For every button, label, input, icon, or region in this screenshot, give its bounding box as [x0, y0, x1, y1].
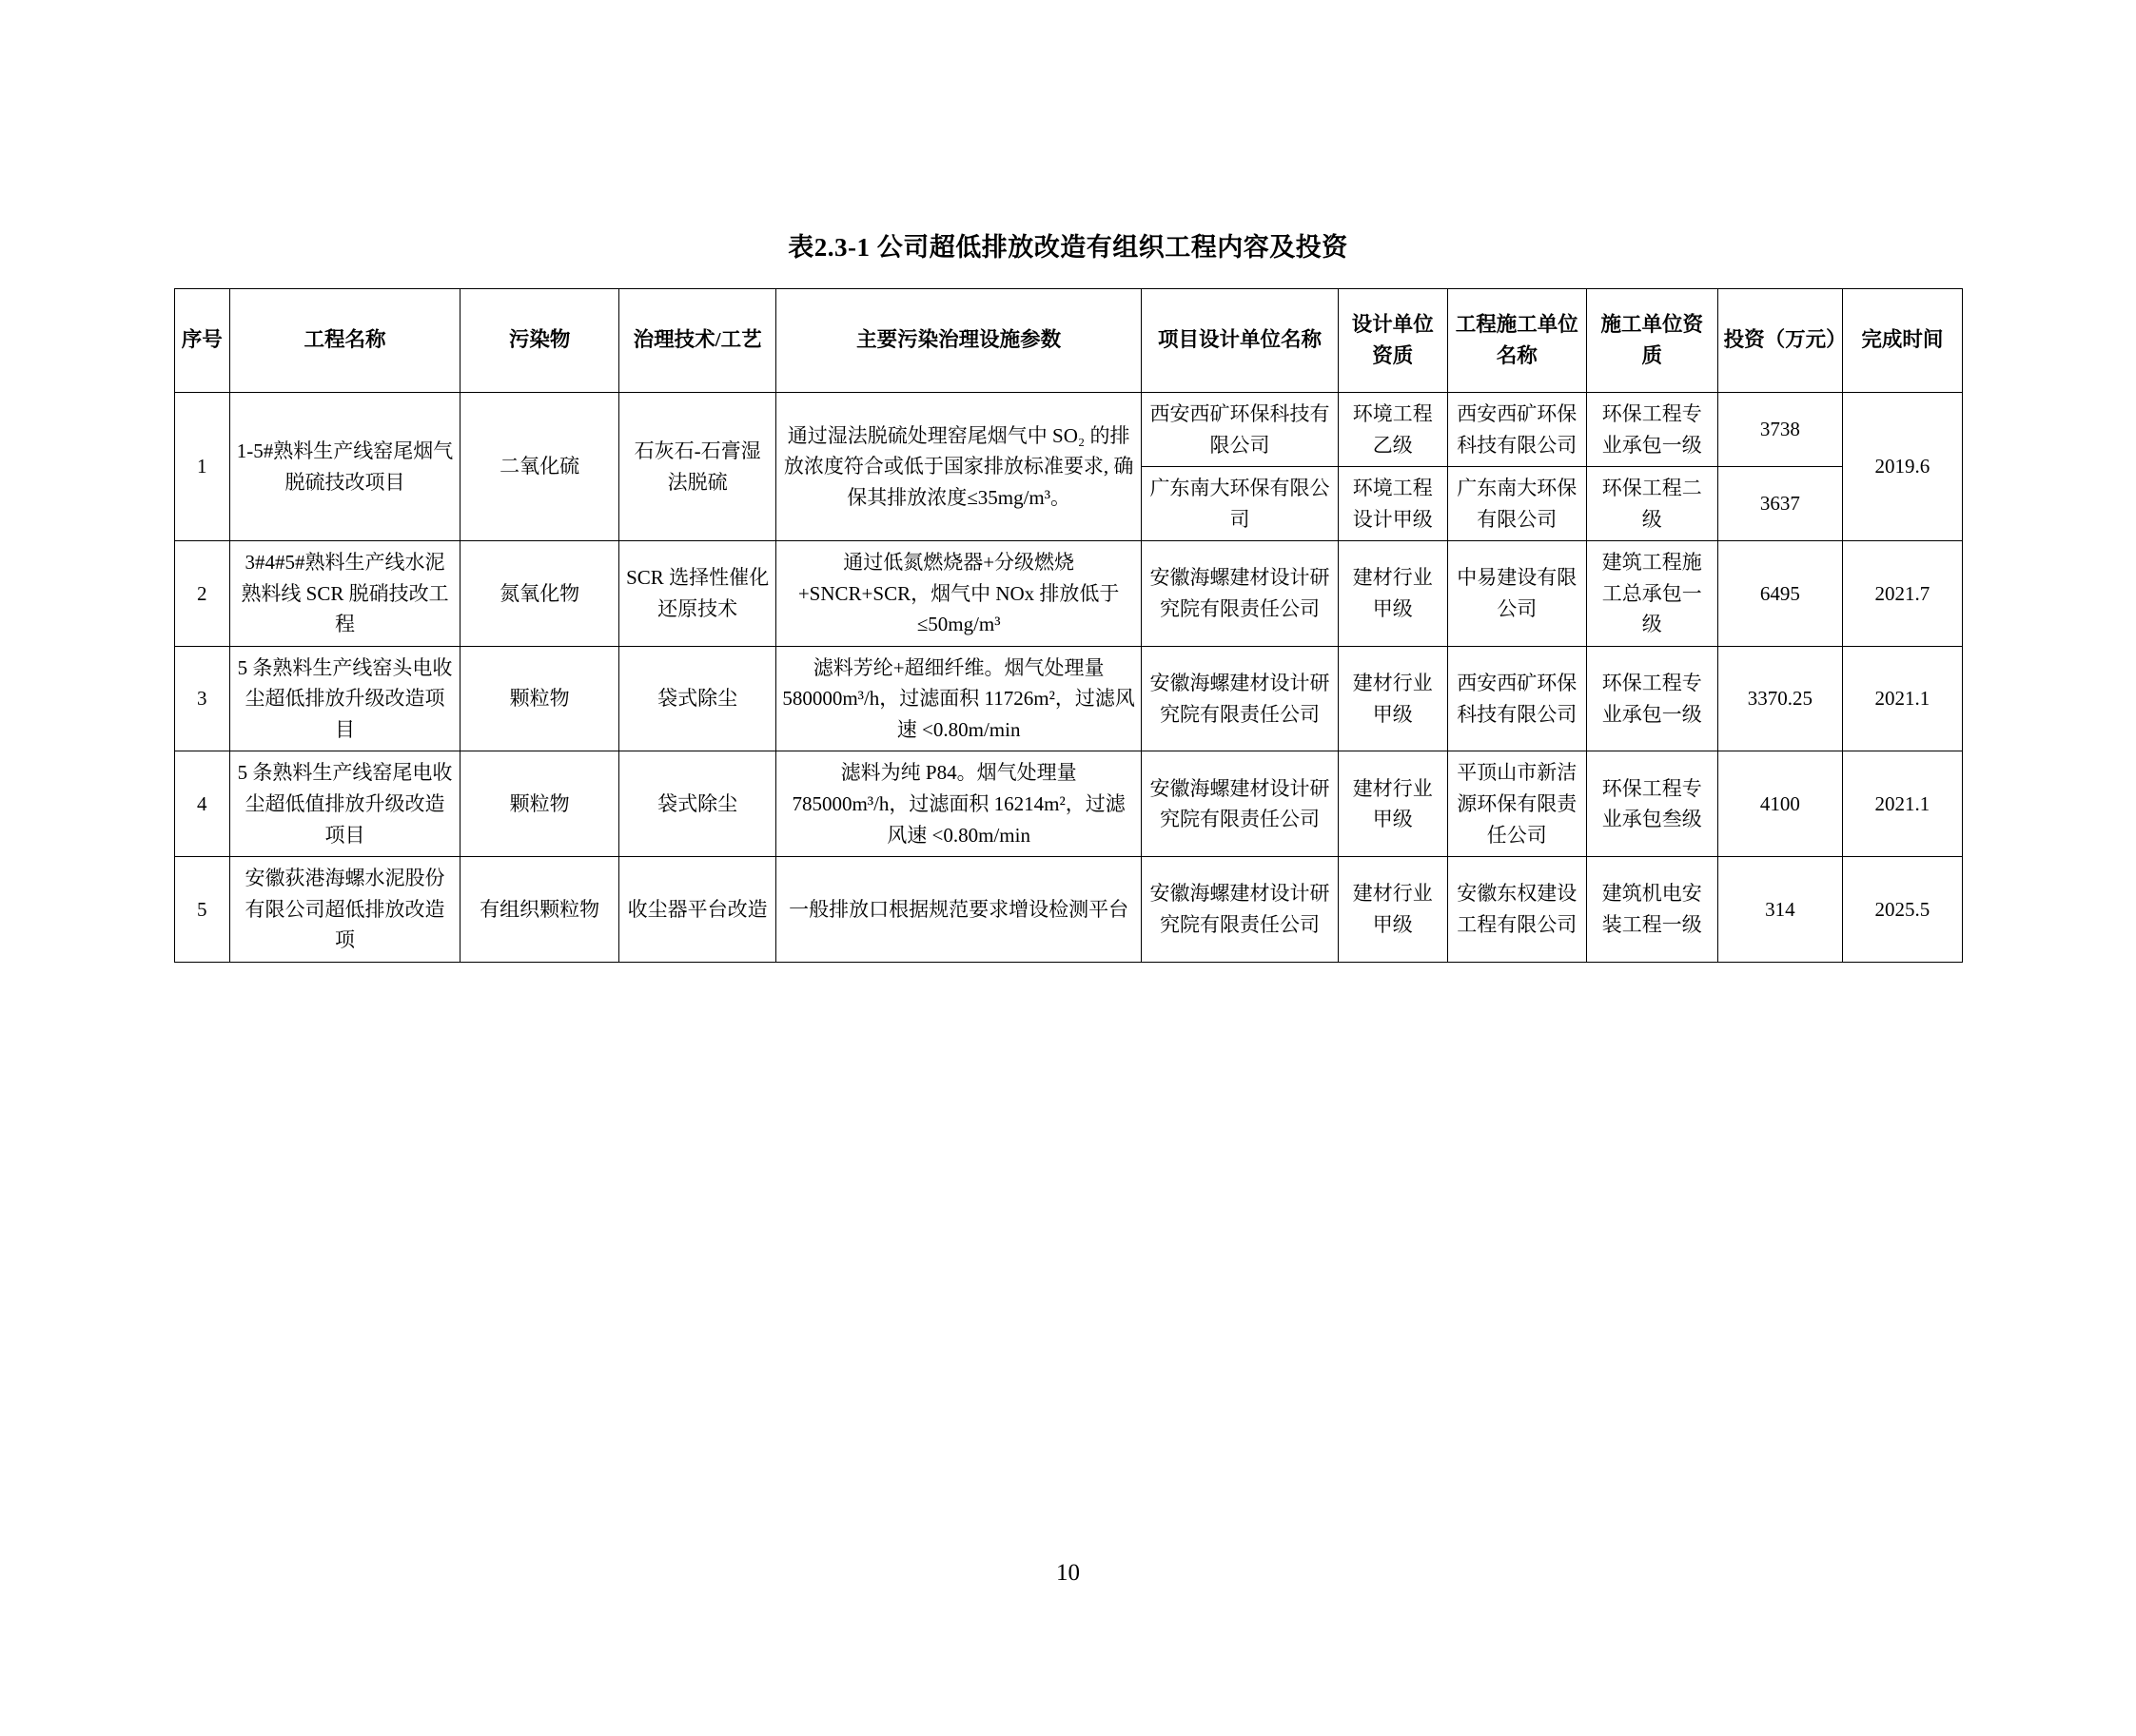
table-container [174, 288, 1963, 963]
cell-technology: 袋式除尘 [619, 646, 776, 751]
col-header-project-name: 工程名称 [229, 289, 460, 393]
cell-design-unit: 安徽海螺建材设计研究院有限责任公司 [1142, 646, 1339, 751]
cell-investment: 4100 [1717, 751, 1843, 857]
table-row [174, 646, 1962, 751]
table-row [174, 857, 1962, 963]
col-header-design-unit: 项目设计单位名称 [1142, 289, 1339, 393]
cell-parameters: 滤料为纯 P84。烟气处理量 785000m³/h，过滤面积 16214m²，过滤风速 <0.80m/min [776, 751, 1142, 857]
col-header-construction-qualification: 施工单位资质 [1586, 289, 1717, 393]
cell-technology: SCR 选择性催化还原技术 [619, 541, 776, 647]
cell-design-qualification: 环境工程乙级 [1338, 393, 1447, 467]
cell-project-name: 1-5#熟料生产线窑尾烟气脱硫技改项目 [229, 393, 460, 541]
col-header-pollutant: 污染物 [461, 289, 619, 393]
col-header-technology: 治理技术/工艺 [619, 289, 776, 393]
cell-construction-unit: 西安西矿环保科技有限公司 [1447, 393, 1586, 467]
cell-no: 3 [174, 646, 229, 751]
cell-construction-qualification: 环保工程专业承包叁级 [1586, 751, 1717, 857]
cell-parameters: 滤料芳纶+超细纤维。烟气处理量 580000m³/h，过滤面积 11726m²，过滤风速 <0.80m/min [776, 646, 1142, 751]
col-header-no: 序号 [174, 289, 229, 393]
cell-construction-qualification: 建筑机电安装工程一级 [1586, 857, 1717, 963]
cell-design-qualification: 建材行业甲级 [1338, 646, 1447, 751]
cell-construction-qualification: 建筑工程施工总承包一级 [1586, 541, 1717, 647]
cell-pollutant: 颗粒物 [461, 751, 619, 857]
cell-completion-time: 2019.6 [1843, 393, 1962, 541]
cell-pollutant: 氮氧化物 [461, 541, 619, 647]
cell-investment: 3370.25 [1717, 646, 1843, 751]
table-row [174, 393, 1962, 467]
cell-design-unit: 安徽海螺建材设计研究院有限责任公司 [1142, 541, 1339, 647]
cell-completion-time: 2025.5 [1843, 857, 1962, 963]
cell-pollutant: 颗粒物 [461, 646, 619, 751]
cell-completion-time: 2021.1 [1843, 646, 1962, 751]
cell-construction-unit: 广东南大环保有限公司 [1447, 467, 1586, 541]
cell-construction-qualification: 环保工程专业承包一级 [1586, 393, 1717, 467]
page-number: 10 [1056, 1560, 1080, 1586]
cell-investment: 3738 [1717, 393, 1843, 467]
emission-retrofit-table [174, 288, 1963, 963]
cell-technology: 石灰石-石膏湿法脱硫 [619, 393, 776, 541]
cell-parameters: 一般排放口根据规范要求增设检测平台 [776, 857, 1142, 963]
col-header-construction-unit: 工程施工单位名称 [1447, 289, 1586, 393]
col-header-investment: 投资（万元） [1717, 289, 1843, 393]
cell-design-qualification: 建材行业甲级 [1338, 857, 1447, 963]
cell-design-qualification: 建材行业甲级 [1338, 751, 1447, 857]
cell-design-qualification: 环境工程设计甲级 [1338, 467, 1447, 541]
cell-investment: 314 [1717, 857, 1843, 963]
cell-investment: 3637 [1717, 467, 1843, 541]
table-caption: 表2.3-1 公司超低排放改造有组织工程内容及投资 [788, 233, 1348, 262]
cell-construction-unit: 安徽东权建设工程有限公司 [1447, 857, 1586, 963]
cell-project-name: 安徽荻港海螺水泥股份有限公司超低排放改造项 [229, 857, 460, 963]
cell-technology: 袋式除尘 [619, 751, 776, 857]
cell-project-name: 5 条熟料生产线窑头电收尘超低排放升级改造项目 [229, 646, 460, 751]
cell-project-name: 3#4#5#熟料生产线水泥熟料线 SCR 脱硝技改工程 [229, 541, 460, 647]
cell-design-unit: 安徽海螺建材设计研究院有限责任公司 [1142, 857, 1339, 963]
cell-design-unit: 安徽海螺建材设计研究院有限责任公司 [1142, 751, 1339, 857]
cell-construction-unit: 中易建设有限公司 [1447, 541, 1586, 647]
cell-design-unit: 广东南大环保有限公司 [1142, 467, 1339, 541]
cell-project-name: 5 条熟料生产线窑尾电收尘超低值排放升级改造项目 [229, 751, 460, 857]
table-row [174, 751, 1962, 857]
col-header-completion-time: 完成时间 [1843, 289, 1962, 393]
table-row [174, 541, 1962, 647]
cell-construction-unit: 西安西矿环保科技有限公司 [1447, 646, 1586, 751]
cell-no: 5 [174, 857, 229, 963]
cell-no: 4 [174, 751, 229, 857]
cell-pollutant: 有组织颗粒物 [461, 857, 619, 963]
cell-construction-unit: 平顶山市新洁源环保有限责任公司 [1447, 751, 1586, 857]
cell-construction-qualification: 环保工程二级 [1586, 467, 1717, 541]
cell-no: 2 [174, 541, 229, 647]
cell-technology: 收尘器平台改造 [619, 857, 776, 963]
cell-parameters: 通过低氮燃烧器+分级燃烧+SNCR+SCR，烟气中 NOx 排放低于≤50mg/m³ [776, 541, 1142, 647]
cell-design-unit: 西安西矿环保科技有限公司 [1142, 393, 1339, 467]
cell-design-qualification: 建材行业甲级 [1338, 541, 1447, 647]
col-header-parameters: 主要污染治理设施参数 [776, 289, 1142, 393]
cell-completion-time: 2021.7 [1843, 541, 1962, 647]
cell-parameters: 通过湿法脱硫处理窑尾烟气中 SO₂ 的排放浓度符合或低于国家排放标准要求, 确保其排放浓度≤35mg/m³。 [776, 393, 1142, 541]
table-header-row [174, 289, 1962, 393]
col-header-design-qualification: 设计单位资质 [1338, 289, 1447, 393]
cell-completion-time: 2021.1 [1843, 751, 1962, 857]
cell-pollutant: 二氧化硫 [461, 393, 619, 541]
cell-investment: 6495 [1717, 541, 1843, 647]
cell-construction-qualification: 环保工程专业承包一级 [1586, 646, 1717, 751]
cell-no: 1 [174, 393, 229, 541]
